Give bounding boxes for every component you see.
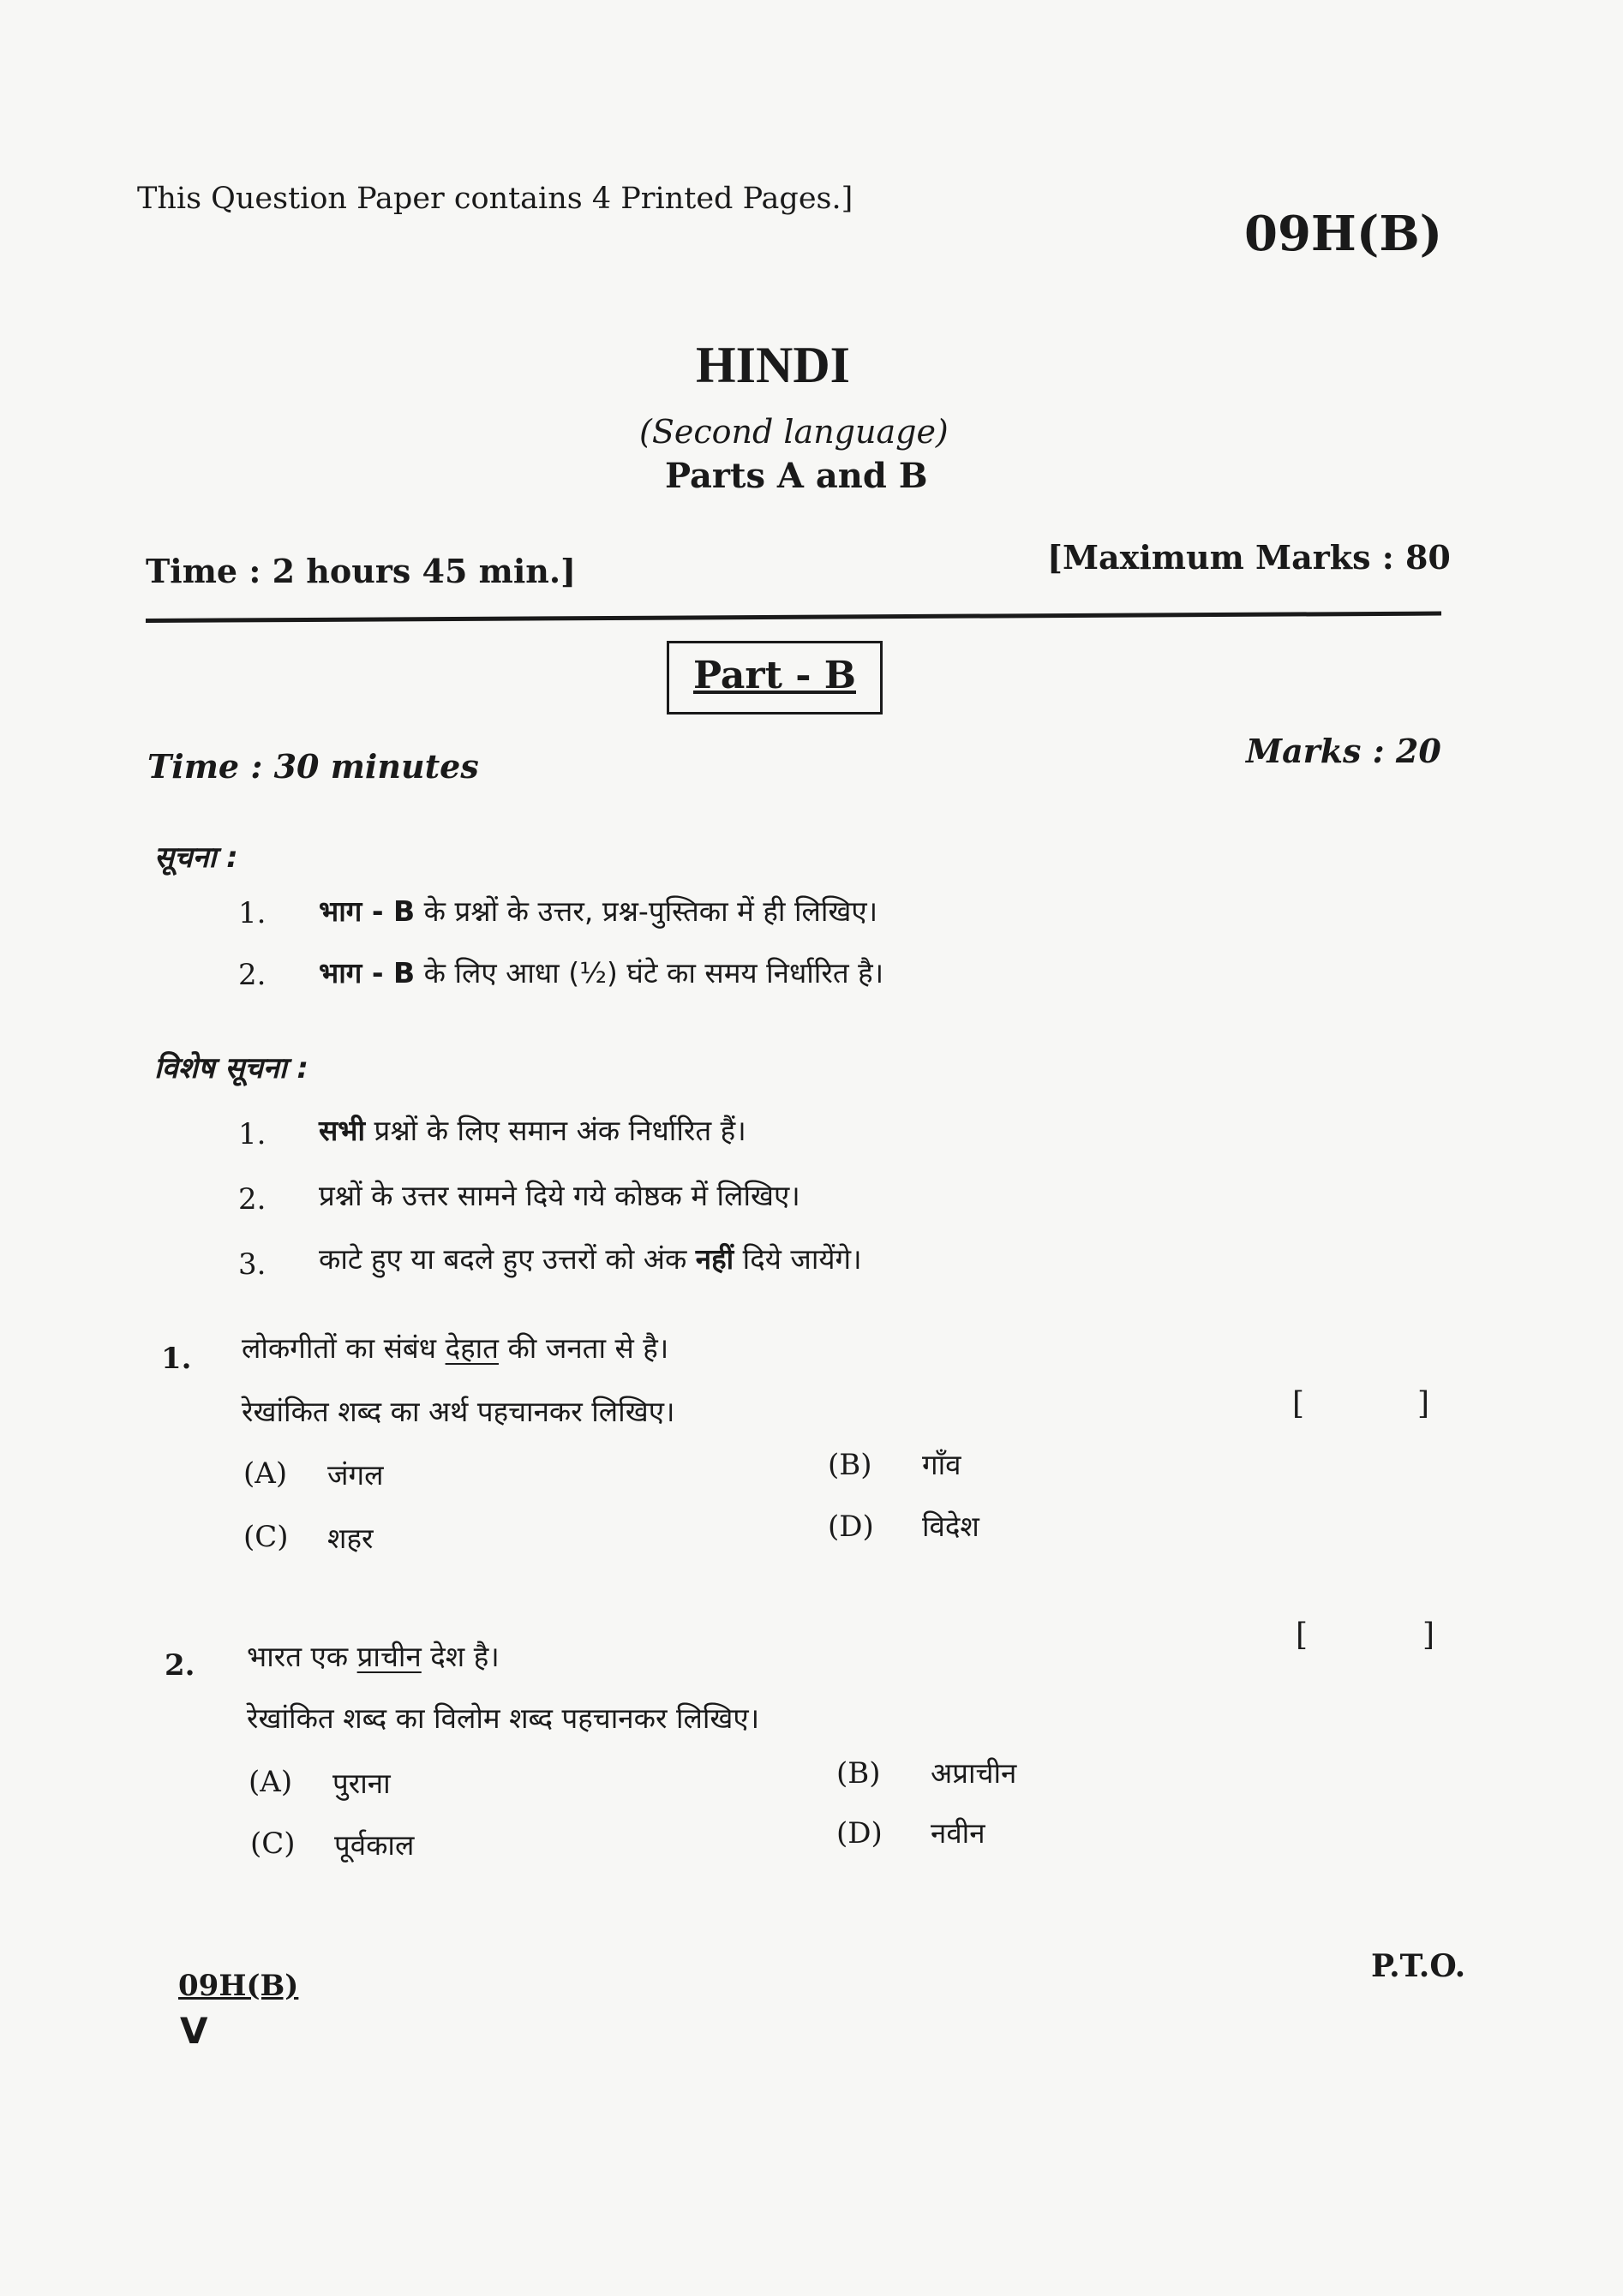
special-instruction-number: 1.	[238, 1117, 267, 1151]
language-subtitle: (Second language)	[639, 413, 949, 451]
part-b-box	[667, 641, 883, 715]
special-instructions-heading: विशेष सूचना :	[154, 1051, 309, 1085]
part-b-marks: Marks : 20	[1246, 732, 1441, 770]
option-label: (A)	[243, 1456, 288, 1491]
option-label: (D)	[836, 1816, 883, 1851]
parts-subtitle: Parts A and B	[665, 456, 928, 496]
option-text: अप्राचीन	[931, 1756, 1017, 1790]
question-instruction: रेखांकित शब्द का विलोम शब्द पहचानकर लिखिए।	[247, 1701, 760, 1735]
underlined-word: प्राचीन	[356, 1640, 422, 1673]
answer-bracket-open: [	[1296, 1617, 1309, 1653]
option-text: जंगल	[327, 1458, 384, 1492]
option-label: (A)	[249, 1765, 293, 1799]
option-label: (B)	[828, 1448, 872, 1482]
special-instruction-text: प्रश्नों के उत्तर सामने दिये गये कोष्ठक में लिखिए।	[319, 1179, 800, 1212]
question-instruction: रेखांकित शब्द का अर्थ पहचानकर लिखिए।	[242, 1395, 675, 1428]
special-instruction-text: काटे हुए या बदले हुए उत्तरों को अंक नहीं दिये जायेंगे।	[319, 1242, 862, 1276]
option-text: विदेश	[922, 1510, 979, 1543]
instruction-text: भाग - B के लिए आधा (½) घंटे का समय निर्धारित है।	[319, 956, 884, 990]
part-b-title: Part - B	[692, 654, 856, 697]
option-text: शहर	[327, 1522, 374, 1555]
underlined-word: देहात	[445, 1331, 499, 1365]
instructions-heading: सूचना :	[154, 840, 238, 875]
special-instruction-text: सभी प्रश्नों के लिए समान अंक निर्धारित हैं।	[319, 1114, 746, 1147]
subject-title: HINDI	[696, 337, 851, 393]
footer-paper-code: 09H(B)	[178, 1969, 299, 2003]
footer-mark: V	[180, 2010, 208, 2052]
instruction-number: 2.	[238, 958, 267, 992]
option-text: गाँव	[922, 1448, 961, 1481]
part-b-time: Time : 30 minutes	[147, 747, 479, 786]
paper-code: 09H(B)	[1244, 206, 1443, 262]
header-divider	[146, 612, 1441, 623]
answer-bracket-close: ]	[1422, 1617, 1435, 1653]
option-label: (C)	[243, 1520, 289, 1554]
pto-label: P.T.O.	[1371, 1948, 1466, 1984]
question-text: भारत एक प्राचीन देश है।	[247, 1640, 500, 1673]
pages-note: This Question Paper contains 4 Printed Pages.]	[137, 182, 853, 216]
question-number: 1.	[161, 1342, 192, 1376]
special-instruction-number: 3.	[238, 1247, 267, 1282]
question-number: 2.	[165, 1648, 195, 1683]
maximum-marks: [Maximum Marks : 80	[1047, 538, 1451, 577]
instruction-number: 1.	[238, 896, 267, 930]
option-text: पूर्वकाल	[334, 1828, 415, 1862]
instruction-text: भाग - B के प्रश्नों के उत्तर, प्रश्न-पुस्तिका में ही लिखिए।	[319, 894, 878, 928]
option-text: नवीन	[931, 1816, 985, 1850]
answer-bracket-open: [	[1292, 1386, 1305, 1421]
option-label: (D)	[828, 1510, 874, 1544]
total-time: Time : 2 hours 45 min.]	[146, 552, 577, 590]
special-instruction-number: 2.	[238, 1182, 267, 1217]
answer-bracket-close: ]	[1417, 1386, 1430, 1421]
question-text: लोकगीतों का संबंध देहात की जनता से है।	[242, 1331, 669, 1365]
option-text: पुराना	[332, 1767, 391, 1800]
option-label: (B)	[836, 1756, 881, 1791]
option-label: (C)	[250, 1827, 296, 1861]
